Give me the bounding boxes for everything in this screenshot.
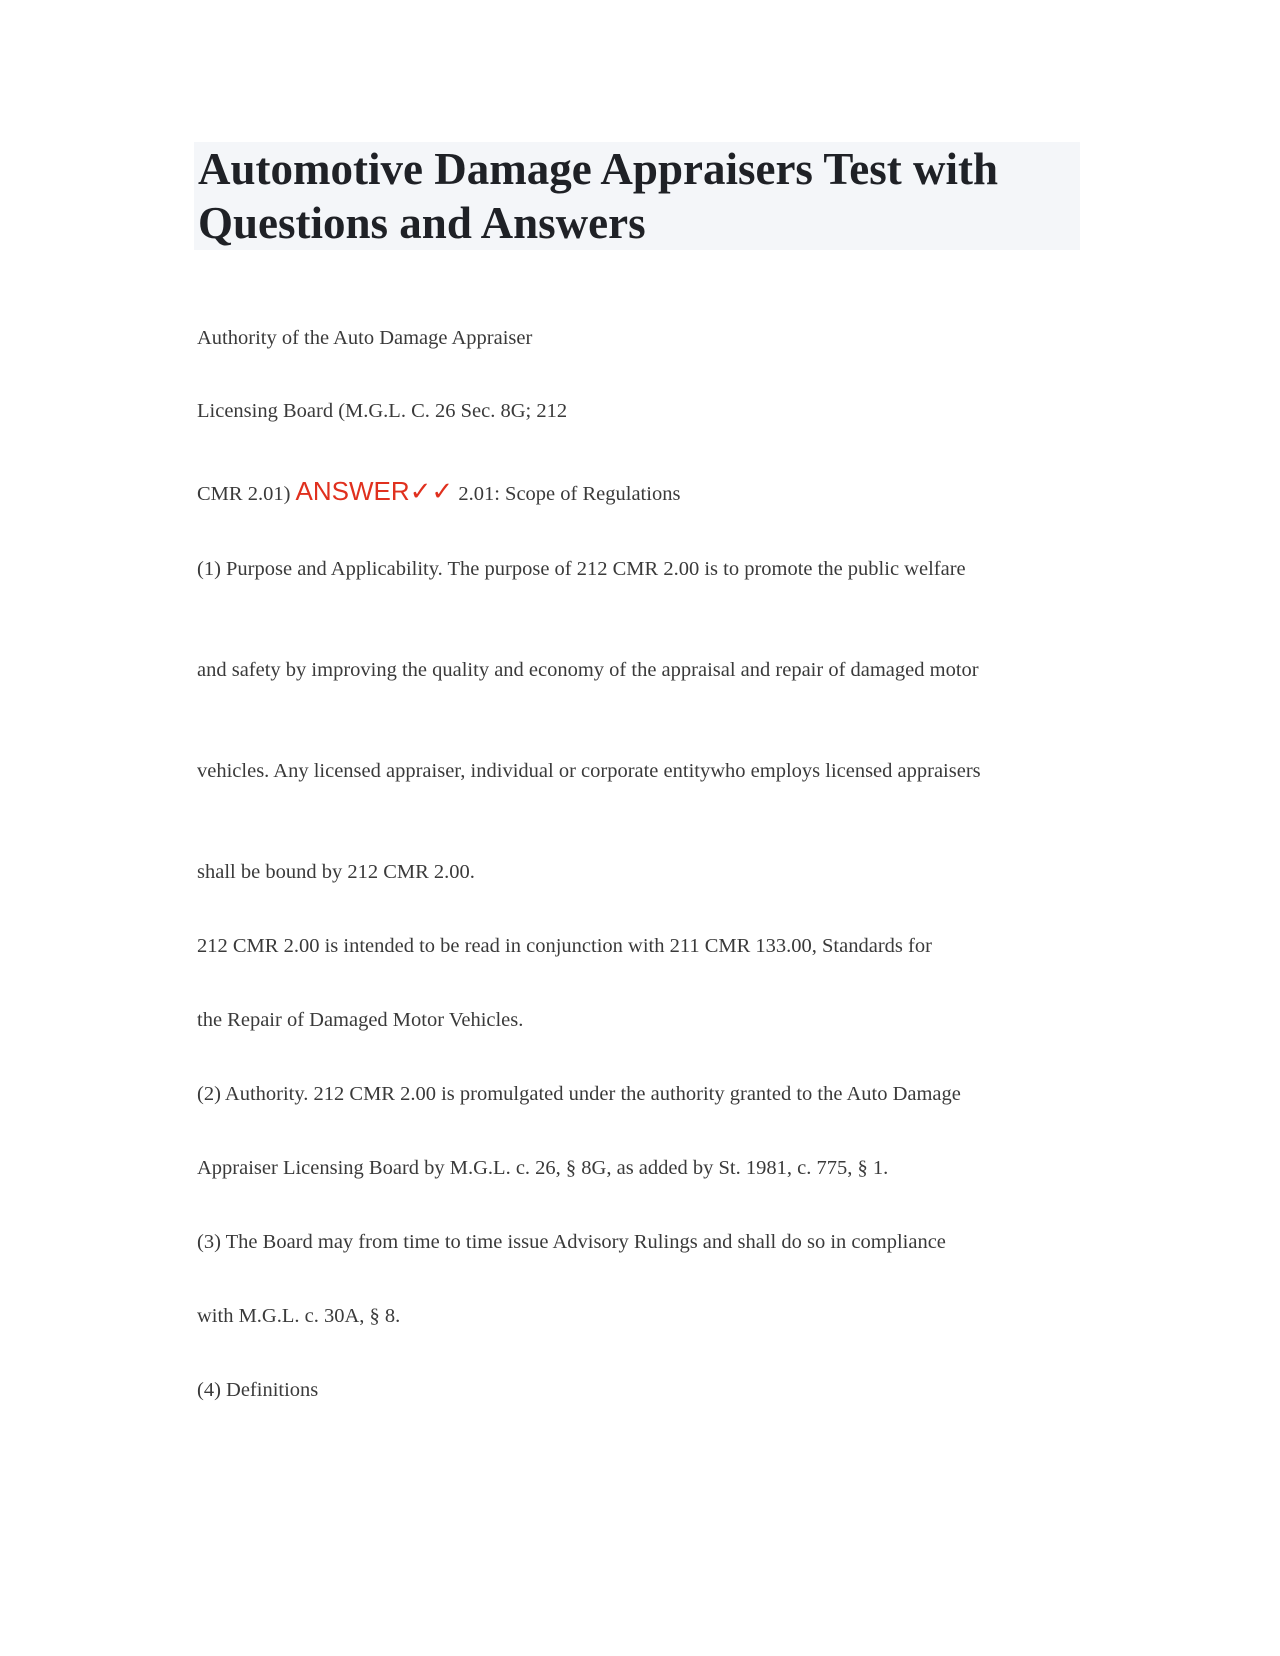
page-title: Automotive Damage Appraisers Test with Questions and Answers	[198, 144, 998, 248]
paragraph-line: (2) Authority. 212 CMR 2.00 is promulgated under the authority granted to the Auto Damage	[197, 1083, 961, 1105]
question-line-3	[197, 478, 1097, 508]
paragraph-line: 212 CMR 2.00 is intended to be read in conjunction with 211 CMR 133.00, Standards for	[197, 935, 932, 957]
paragraph-line: (1) Purpose and Applicability. The purpose of 212 CMR 2.00 is to promote the public welfare	[197, 558, 966, 580]
question-line-1: Authority of the Auto Damage Appraiser	[197, 327, 533, 349]
question-line-3-prefix: CMR 2.01)	[197, 483, 291, 505]
answer-marker: ANSWER✓✓	[295, 476, 454, 506]
paragraph-line: with M.G.L. c. 30A, § 8.	[197, 1305, 401, 1327]
paragraph-line: (3) The Board may from time to time issue Advisory Rulings and shall do so in compliance	[197, 1231, 946, 1253]
paragraph-line: and safety by improving the quality and economy of the appraisal and repair of damaged motor	[197, 659, 979, 681]
question-line-3-suffix: 2.01: Scope of Regulations	[458, 483, 681, 505]
paragraph-line: vehicles. Any licensed appraiser, individual or corporate entitywho employs licensed appraisers	[197, 760, 981, 782]
title-block	[194, 142, 1080, 250]
paragraph-line: the Repair of Damaged Motor Vehicles.	[197, 1009, 524, 1031]
paragraph-line: (4) Definitions	[197, 1379, 319, 1401]
question-line-2: Licensing Board (M.G.L. C. 26 Sec. 8G; 212	[197, 400, 568, 422]
paragraph-line: Appraiser Licensing Board by M.G.L. c. 26, § 8G, as added by St. 1981, c. 775, § 1.	[197, 1157, 889, 1179]
paragraph-line: shall be bound by 212 CMR 2.00.	[197, 861, 475, 883]
